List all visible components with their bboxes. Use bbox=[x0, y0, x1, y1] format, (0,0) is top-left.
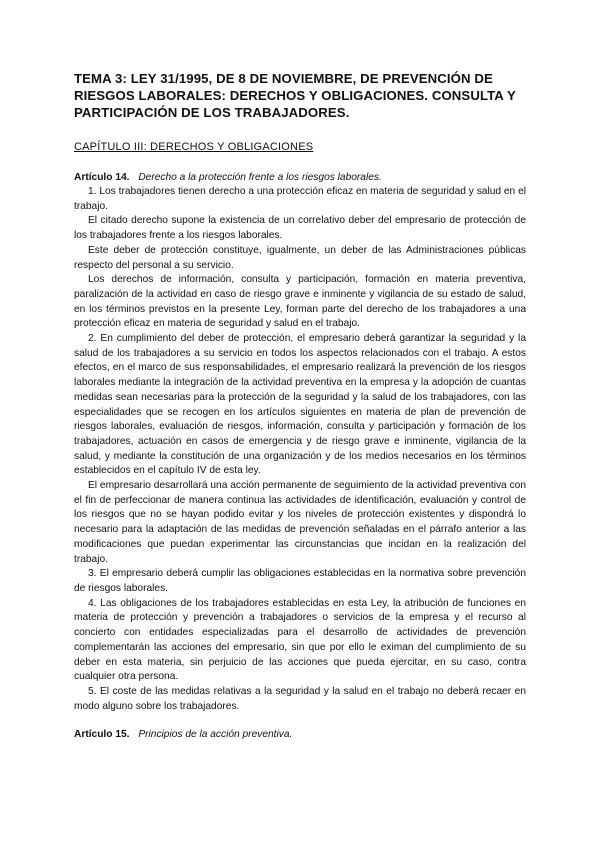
article-15-number: Artículo 15. bbox=[74, 729, 130, 741]
paragraph: 5. El coste de las medidas relativas a la seguridad y la salud en el trabajo no deberá recaer en modo alguno sobre los trabajadores. bbox=[74, 685, 526, 712]
article-15-subtitle: Principios de la acción preventiva. bbox=[138, 729, 293, 741]
document-page bbox=[74, 70, 526, 742]
document-title: TEMA 3: LEY 31/1995, DE 8 DE NOVIEMBRE, DE PREVENCIÓN DE RIESGOS LABORALES: DERECHOS Y OBLIGACIONES. CONSULTA Y PARTICIPACIÓN DE LOS TRABAJADORES. bbox=[74, 71, 516, 120]
article-14-body bbox=[74, 185, 526, 714]
article-14-number: Artículo 14. bbox=[74, 172, 130, 183]
paragraph: Este deber de protección constituye, igualmente, un deber de las Administraciones públicas respecto del personal a su servicio. bbox=[74, 244, 526, 271]
paragraph: 3. El empresario deberá cumplir las obligaciones establecidas en la normativa sobre prevención de riesgos laborales. bbox=[74, 568, 526, 594]
paragraph: Los derechos de información, consulta y participación, formación en materia preventiva, paralización de la actividad en caso de riesgo grave e inminente y vigilancia de su estado de salud, en los términos previstos en la presente Ley, forman parte del derecho de los trabajadores a una protección eficaz en materia de seguridad y salud en el trabajo. bbox=[74, 274, 526, 330]
article-15-heading bbox=[74, 728, 526, 742]
chapter-heading: CAPÍTULO III: DERECHOS Y OBLIGACIONES bbox=[74, 141, 314, 153]
article-14-subtitle: Derecho a la protección frente a los riesgos laborales. bbox=[138, 172, 382, 183]
paragraph: 2. En cumplimiento del deber de protección, el empresario deberá garantizar la seguridad y la salud de los trabajadores a su servicio en todos los aspectos relacionados con el trabajo. A estos efectos, en el marco de sus responsabilidades, el empresario realizará la prevención de los riesgos laborales mediante la integración de la actividad preventiva en la empresa y la adopción de cuantas medidas sean necesarias para la protección de la seguridad y la salud de los trabajadores, con las especialidades que se recogen en los artículos siguientes en materia de plan de prevención de riesgos laborales, evaluación de riesgos, información, consulta y participación y formación de los trabajadores, actuación en casos de emergencia y de riesgo grave e inminente, vigilancia de la salud, y mediante la constitución de una organización y de los medios necesarios en los términos establecidos en el capítulo IV de esta ley. bbox=[74, 333, 526, 477]
paragraph: El citado derecho supone la existencia de un correlativo deber del empresario de protección de los trabajadores frente a los riesgos laborales. bbox=[74, 215, 526, 242]
paragraph: 4. Las obligaciones de los trabajadores establecidas en esta Ley, la atribución de funciones en materia de protección y prevención a trabajadores o servicios de la empresa y el recurso al concierto con entidades especializadas para el desarrollo de actividades de prevención complementarán las acciones del empresario, sin que por ello le eximan del cumplimiento de su deber en esta materia, sin perjuicio de las acciones que pueda ejercitar, en su caso, contra cualquier otra persona. bbox=[74, 597, 526, 683]
paragraph: El empresario desarrollará una acción permanente de seguimiento de la actividad preventiva con el fin de perfeccionar de manera continua las actividades de identificación, evaluación y control de los riesgos que no se hayan podido evitar y los niveles de protección existentes y dispondrá lo necesario para la adaptación de las medidas de prevención señaladas en el párrafo anterior a las modificaciones que puedan experimentar las circunstancias que incidan en la realización del trabajo. bbox=[74, 480, 526, 565]
paragraph: 1. Los trabajadores tienen derecho a una protección eficaz en materia de seguridad y salud en el trabajo. bbox=[74, 186, 526, 212]
article-14-heading bbox=[74, 171, 526, 185]
